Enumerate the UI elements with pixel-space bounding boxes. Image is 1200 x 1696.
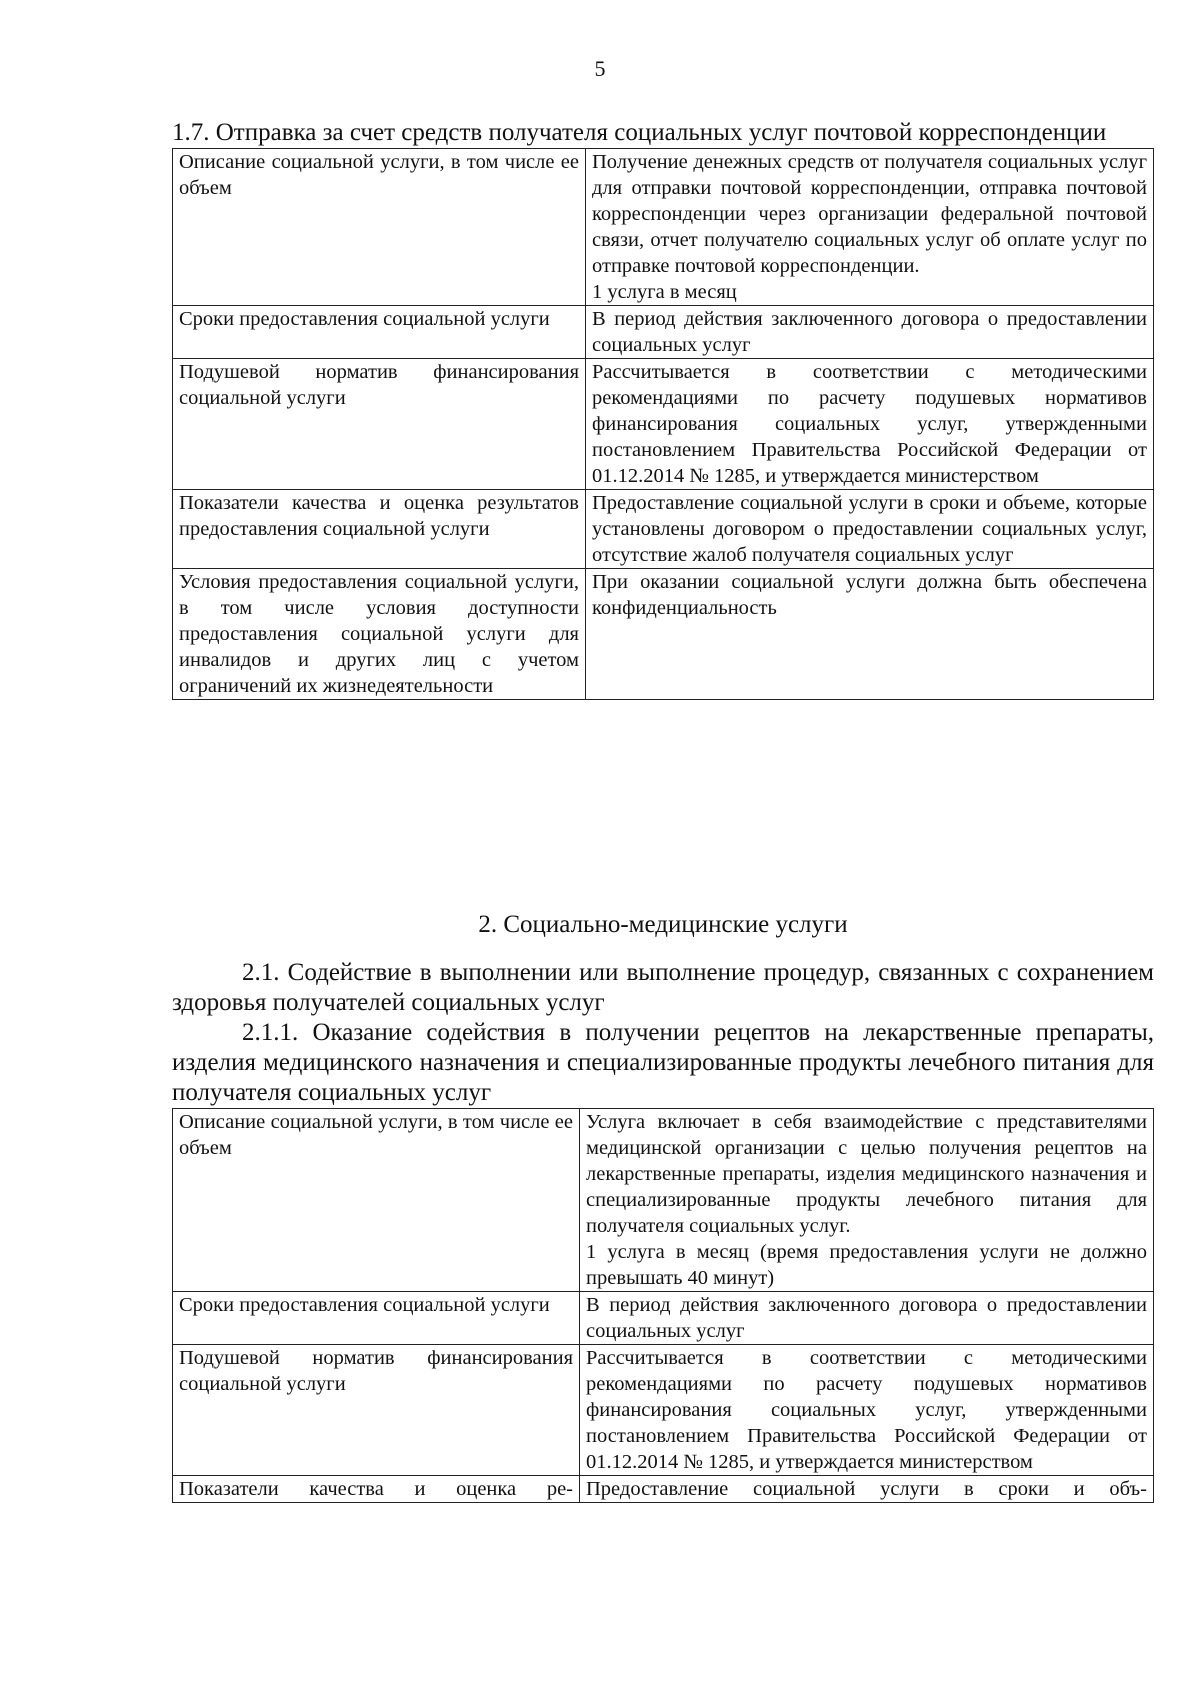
table-row	[173, 569, 1154, 700]
row-value: Предоставление социальной услуги в сроки и объ-	[580, 1476, 1154, 1503]
row-value: Рассчитывается в соответствии с методическими рекомендациями по расчету подушевых нормативов финансирования социальных услуг, утвержденными постановлением Правительства Российской Федерации от 01.12.2014 № 1285, и утверждается министерством	[580, 1345, 1154, 1476]
row-value	[586, 149, 1154, 306]
section-1-7-table	[172, 148, 1154, 700]
row-label: Описание социальной услуги, в том числе ее объем	[173, 1109, 580, 1292]
table-row	[173, 1109, 1154, 1292]
row-label: Описание социальной услуги, в том числе ее объем	[173, 149, 586, 306]
table-row	[173, 1345, 1154, 1476]
row-label: Сроки предоставления социальной услуги	[173, 1292, 580, 1345]
page-number: 5	[594, 56, 606, 81]
section-1-7-heading: 1.7. Отправка за счет средств получателя социальных услуг почтовой корреспонденции	[172, 119, 1107, 146]
row-value-text: Получение денежных средств от получателя социальных услуг для отправки почтовой корреспонденции, отправка почтовой корреспонденции через организации федеральной почтовой связи, отчет получателю социальных услуг об оплате услуг по отправке почтовой корреспонденции.	[592, 151, 1147, 277]
row-value: В период действия заключенного договора о предоставлении социальных услуг	[586, 306, 1154, 359]
row-value: В период действия заключенного договора о предоставлении социальных услуг	[580, 1292, 1154, 1345]
row-value-text: Услуга включает в себя взаимодействие с представителями медицинской организации с целью получения рецептов на лекарственные препараты, изделия медицинского назначения и специализированные продукты лечебного питания для получателя социальных услуг.	[586, 1111, 1147, 1237]
row-label: Условия предоставления социальной услуги, в том числе условия доступности предоставления социальной услуги для инвалидов и других лиц с учетом ограничений их жизнедеятельности	[173, 569, 586, 700]
row-value: Рассчитывается в соответствии с методическими рекомендациями по расчету подушевых нормативов финансирования социальных услуг, утвержденными постановлением Правительства Российской Федерации от 01.12.2014 № 1285, и утверждается министерством	[586, 359, 1154, 490]
row-label: Показатели качества и оценка ре-	[173, 1476, 580, 1503]
section-2-1-1-heading: 2.1.1. Оказание содействия в получении рецептов на лекарственные препараты, изделия медицинского назначения и специализированные продукты лечебного питания для получателя социальных услуг	[172, 1019, 1154, 1106]
section-2-1-1-table	[172, 1108, 1154, 1503]
table-row	[173, 306, 1154, 359]
row-label: Сроки предоставления социальной услуги	[173, 306, 586, 359]
row-value-extra: 1 услуга в месяц	[592, 281, 737, 303]
row-value-extra: 1 услуга в месяц (время предоставления услуги не должно превышать 40 минут)	[586, 1241, 1147, 1289]
table-row	[173, 1476, 1154, 1503]
row-label: Показатели качества и оценка результатов предоставления социальной услуги	[173, 490, 586, 569]
table-row	[173, 359, 1154, 490]
section-2-1-heading: 2.1. Содействие в выполнении или выполнение процедур, связанных с сохранением здоровья получателей социальных услуг	[172, 959, 1154, 1016]
section-2	[172, 910, 1154, 1503]
row-label: Подушевой норматив финансирования социальной услуги	[173, 359, 586, 490]
table-row	[173, 149, 1154, 306]
table-row	[173, 1292, 1154, 1345]
table-row	[173, 490, 1154, 569]
row-value	[580, 1109, 1154, 1292]
row-value: При оказании социальной услуги должна быть обеспечена конфиденциальность	[586, 569, 1154, 700]
row-value: Предоставление социальной услуги в сроки и объеме, которые установлены договором о предоставлении социальных услуг, отсутствие жалоб получателя социальных услуг	[586, 490, 1154, 569]
row-label: Подушевой норматив финансирования социальной услуги	[173, 1345, 580, 1476]
section-1-7	[172, 118, 1154, 700]
section-2-heading: 2. Социально-медицинские услуги	[478, 911, 848, 938]
